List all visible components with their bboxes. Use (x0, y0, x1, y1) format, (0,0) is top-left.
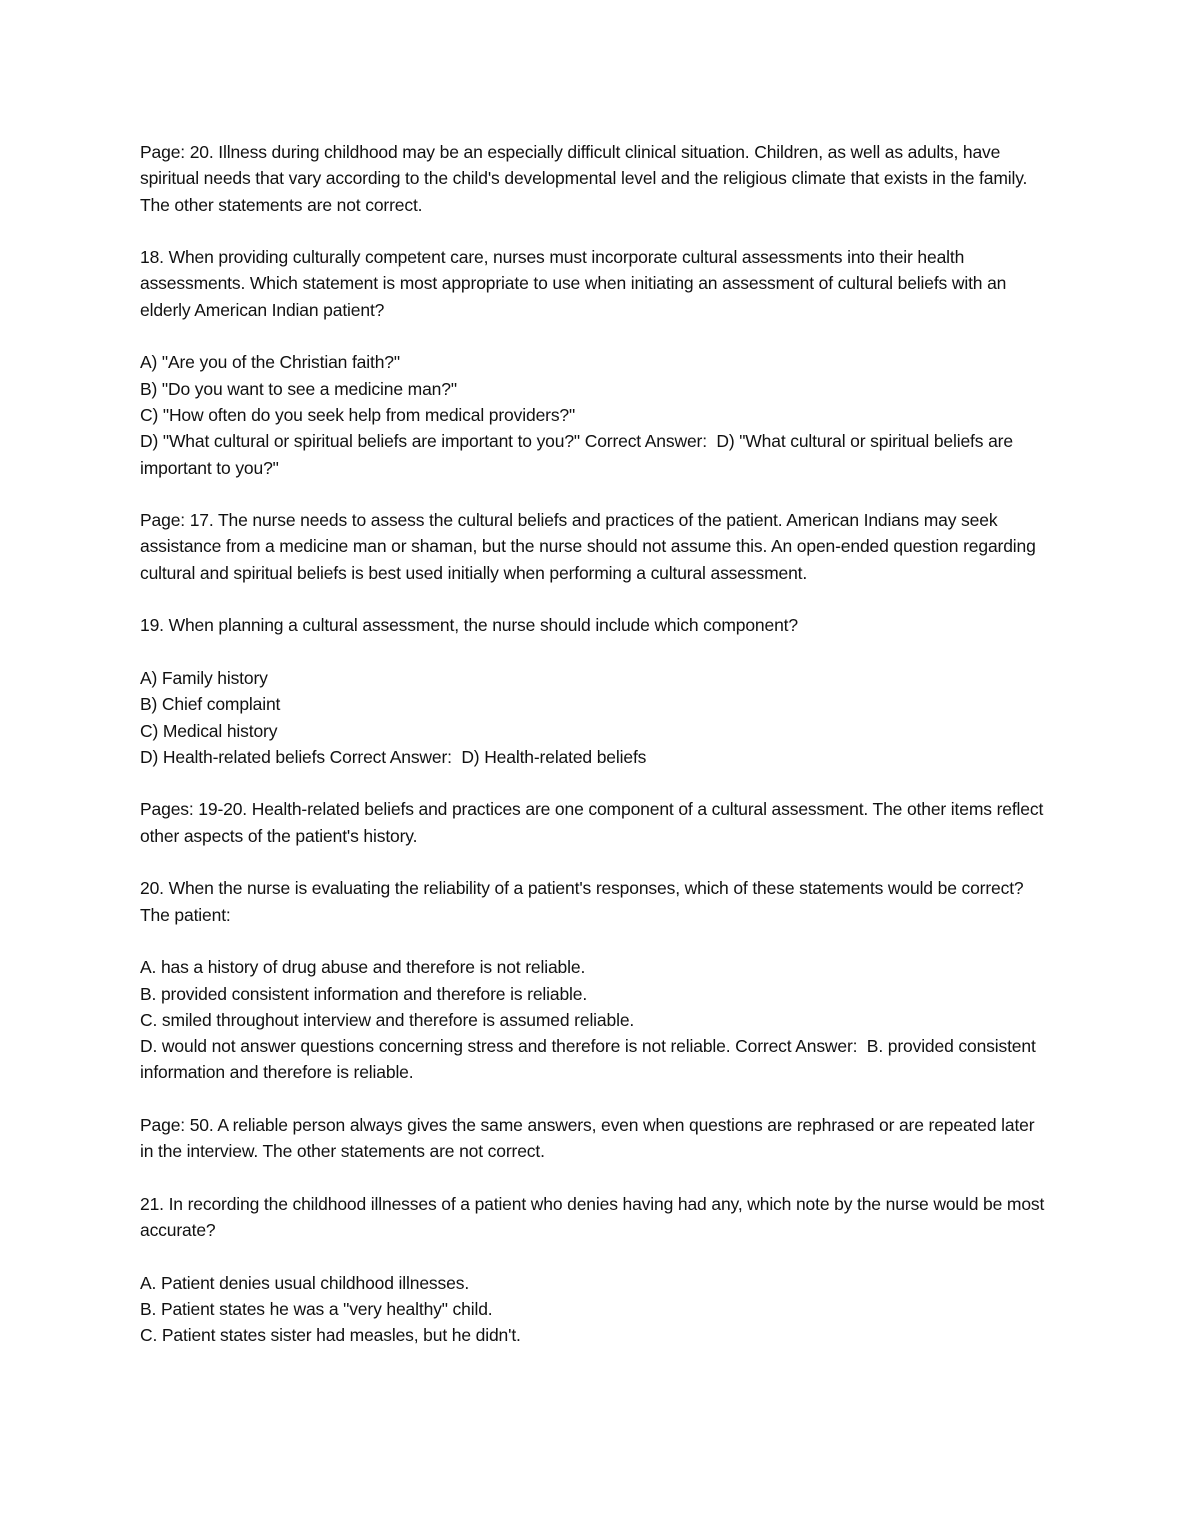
question-text: 19. When planning a cultural assessment, the nurse should include which component? (140, 615, 798, 636)
answer-option-d: D) "What cultural or spiritual beliefs are important to you?" Correct Answer: D) "What cultural or spiritual beliefs are important to you?" (140, 431, 1018, 478)
question-text: 18. When providing culturally competent care, nurses must incorporate cultural assessments into their health assessments. Which statement is most appropriate to use when initiating an assessment of cultural beliefs with an elderly American Indian patient? (140, 247, 1011, 320)
rationale-block (140, 507, 1050, 586)
answer-option-a: A) "Are you of the Christian faith?" (140, 352, 400, 373)
answer-option-c: C) "How often do you seek help from medical providers?" (140, 404, 576, 425)
answer-option-b: B) Chief complaint (140, 694, 281, 715)
options-block-20 (140, 954, 1050, 1085)
question-text: 21. In recording the childhood illnesses of a patient who denies having had any, which note by the nurse would be most accurate? (140, 1193, 1049, 1241)
rationale-block (140, 796, 1050, 849)
answer-option-a: A. has a history of drug abuse and therefore is not reliable. (140, 957, 586, 978)
question-block-20 (140, 875, 1050, 928)
answer-option-c: C. smiled throughout interview and therefore is assumed reliable. (140, 1009, 635, 1030)
options-block-19 (140, 665, 1050, 770)
document-content (140, 139, 1050, 1349)
answer-option-b: B. Patient states he was a "very healthy" child. (140, 1299, 493, 1320)
rationale-text: Pages: 19-20. Health-related beliefs and practices are one component of a cultural assessment. The other items reflect other aspects of the patient's history. (140, 799, 1048, 846)
answer-option-a: A. Patient denies usual childhood illnesses. (140, 1272, 470, 1293)
rationale-text: Page: 20. Illness during childhood may be an especially difficult clinical situation. Children, as well as adults, have spiritual needs that vary according to the child's developmental level and the religious climate that exists in the family. The other statements are not correct. (140, 142, 1032, 215)
rationale-block (140, 1112, 1050, 1165)
question-block-21 (140, 1191, 1050, 1244)
options-block-18 (140, 349, 1050, 480)
answer-option-c: C. Patient states sister had measles, but he didn't. (140, 1325, 521, 1346)
rationale-block (140, 139, 1050, 218)
answer-option-c: C) Medical history (140, 720, 278, 741)
rationale-text: Page: 50. A reliable person always gives the same answers, even when questions are rephrased or are repeated later in the interview. The other statements are not correct. (140, 1114, 1040, 1162)
question-block-19 (140, 612, 1050, 638)
question-text: 20. When the nurse is evaluating the reliability of a patient's responses, which of these statements would be correct? The patient: (140, 878, 1028, 925)
rationale-text: Page: 17. The nurse needs to assess the cultural beliefs and practices of the patient. American Indians may seek assistance from a medicine man or shaman, but the nurse should not assume this. An open-ended question regarding cultural and spiritual beliefs is best used initially when performing a cultural assessment. (140, 510, 1041, 583)
options-block-21 (140, 1270, 1050, 1349)
answer-option-b: B) "Do you want to see a medicine man?" (140, 378, 457, 399)
answer-option-d: D) Health-related beliefs Correct Answer: D) Health-related beliefs (140, 746, 647, 767)
answer-option-b: B. provided consistent information and therefore is reliable. (140, 983, 588, 1004)
question-block-18 (140, 244, 1050, 323)
answer-option-a: A) Family history (140, 667, 268, 688)
answer-option-d: D. would not answer questions concerning stress and therefore is not reliable. Correct Answer: B. provided consistent information and therefore is reliable. (140, 1036, 1041, 1083)
